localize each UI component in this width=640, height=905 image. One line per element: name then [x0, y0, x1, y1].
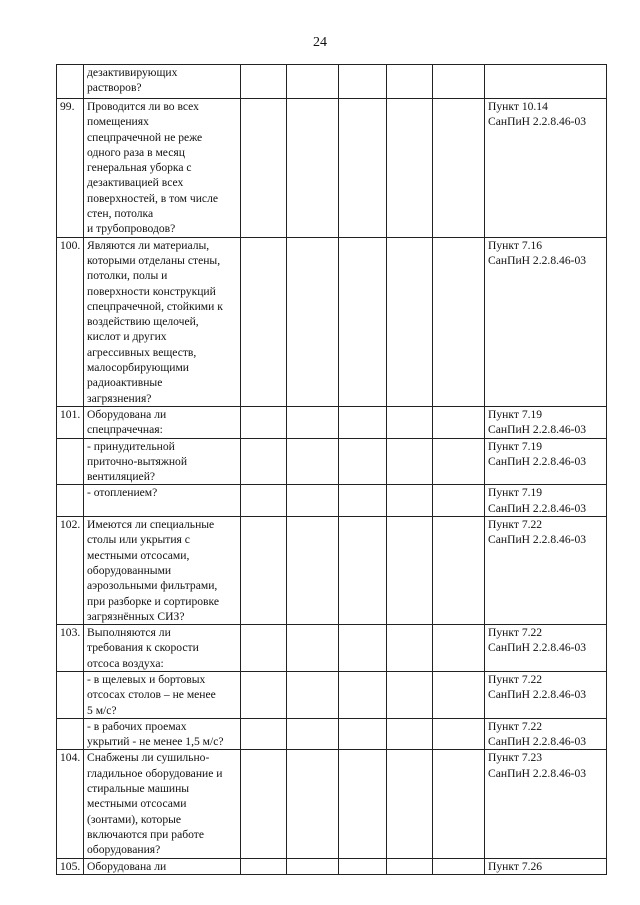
reference-cell — [485, 406, 607, 438]
reference-line: Пункт 7.22 — [488, 518, 543, 532]
reference-cell — [485, 858, 607, 874]
reference-line: Пункт 7.19 — [488, 407, 543, 421]
question-line: дезактивирующих — [87, 66, 178, 79]
question-line: спецпрачечной не реже — [87, 130, 203, 144]
answer-cell — [433, 625, 485, 672]
reference-line: СанПиН 2.2.8.46-03 — [488, 115, 587, 129]
question-line: потолки, полы и — [87, 269, 168, 283]
answer-cell — [287, 485, 339, 517]
answer-cell — [339, 858, 387, 874]
question-line: аэрозольными фильтрами, — [87, 579, 218, 593]
answer-cell — [339, 485, 387, 517]
answer-cell — [339, 671, 387, 718]
question-line: Являются ли материалы, — [87, 238, 210, 252]
reference-line: Пункт 7.26 — [488, 859, 543, 873]
reference-line: Пункт 7.22 — [488, 719, 543, 733]
answer-cell — [433, 65, 485, 99]
question-line: при разборке и сортировке — [87, 594, 220, 608]
question-line: включаются при работе — [87, 827, 204, 841]
question-line: Выполняются ли — [87, 626, 171, 640]
question-line: одного раза в месяц — [87, 145, 185, 159]
answer-cell — [241, 718, 287, 750]
answer-cell — [241, 65, 287, 99]
question-line: кислот и других — [87, 330, 167, 344]
reference-line: СанПиН 2.2.8.46-03 — [488, 641, 587, 655]
checklist-row — [57, 406, 607, 438]
question-line: стен, потолка — [87, 207, 154, 221]
reference-cell — [485, 438, 607, 485]
item-number — [57, 485, 84, 517]
reference-cell — [485, 99, 607, 238]
question-line: Оборудована ли — [87, 859, 167, 873]
item-number: 99. — [57, 99, 84, 238]
answer-cell — [241, 438, 287, 485]
answer-cell — [287, 406, 339, 438]
question-cell — [84, 625, 241, 672]
item-number: 104. — [57, 750, 84, 858]
answer-cell — [241, 237, 287, 406]
reference-line: СанПиН 2.2.8.46-03 — [488, 423, 587, 437]
answer-cell — [433, 517, 485, 625]
checklist-row — [57, 237, 607, 406]
answer-cell — [433, 858, 485, 874]
answer-cell — [287, 718, 339, 750]
reference-line: СанПиН 2.2.8.46-03 — [488, 533, 587, 547]
reference-line: Пункт 7.16 — [488, 238, 543, 252]
checklist-row — [57, 438, 607, 485]
answer-cell — [241, 671, 287, 718]
answer-cell — [433, 99, 485, 238]
question-line: Оборудована ли — [87, 407, 167, 421]
item-number: 101. — [57, 406, 84, 438]
item-number: 100. — [57, 237, 84, 406]
checklist-row — [57, 671, 607, 718]
question-line: спецпрачечной, стойкими к — [87, 299, 223, 313]
question-line: помещениях — [87, 115, 149, 129]
reference-cell — [485, 237, 607, 406]
answer-cell — [387, 750, 433, 858]
question-line: требования к скорости — [87, 641, 199, 655]
answer-cell — [287, 625, 339, 672]
reference-line: Пункт 7.19 — [488, 439, 543, 453]
answer-cell — [287, 65, 339, 99]
question-cell — [84, 671, 241, 718]
question-line: - принудительной — [87, 439, 175, 453]
reference-cell — [485, 65, 607, 99]
checklist-row — [57, 517, 607, 625]
answer-cell — [339, 517, 387, 625]
question-line: приточно-вытяжной — [87, 454, 188, 468]
answer-cell — [387, 485, 433, 517]
question-line: дезактивацией всех — [87, 176, 184, 190]
answer-cell — [339, 65, 387, 99]
question-cell — [84, 237, 241, 406]
answer-cell — [287, 438, 339, 485]
reference-cell — [485, 718, 607, 750]
item-number: 105. — [57, 858, 84, 874]
answer-cell — [433, 485, 485, 517]
item-number — [57, 438, 84, 485]
question-line: - в щелевых и бортовых — [87, 672, 206, 686]
question-cell — [84, 438, 241, 485]
question-line: гладильное оборудование и — [87, 766, 223, 780]
checklist-row — [57, 718, 607, 750]
answer-cell — [287, 671, 339, 718]
question-line: и трубопроводов? — [87, 222, 176, 236]
question-line: оборудования? — [87, 843, 161, 857]
reference-cell — [485, 750, 607, 858]
answer-cell — [339, 99, 387, 238]
question-cell — [84, 517, 241, 625]
reference-line: СанПиН 2.2.8.46-03 — [488, 501, 587, 515]
question-line: загрязнённых СИЗ? — [87, 609, 185, 623]
question-line: стиральные машины — [87, 782, 190, 796]
page-number: 24 — [313, 35, 327, 50]
question-cell — [84, 718, 241, 750]
answer-cell — [387, 237, 433, 406]
question-line: Имеются ли специальные — [87, 518, 215, 532]
answer-cell — [387, 517, 433, 625]
checklist-row — [57, 858, 607, 874]
reference-line: СанПиН 2.2.8.46-03 — [488, 766, 587, 780]
question-line: 5 м/с? — [87, 703, 117, 717]
answer-cell — [339, 237, 387, 406]
answer-cell — [287, 858, 339, 874]
answer-cell — [433, 406, 485, 438]
reference-line: Пункт 7.23 — [488, 751, 543, 765]
question-line: отсоса воздуха: — [87, 656, 164, 670]
question-line: местными отсосами — [87, 797, 187, 811]
answer-cell — [287, 99, 339, 238]
answer-cell — [339, 625, 387, 672]
answer-cell — [339, 750, 387, 858]
question-cell — [84, 99, 241, 238]
question-line: (зонтами), которые — [87, 812, 182, 826]
question-line: агрессивных веществ, — [87, 345, 197, 359]
question-line: загрязнения? — [87, 391, 152, 405]
answer-cell — [339, 438, 387, 485]
question-line: радиоактивные — [87, 376, 163, 390]
reference-cell — [485, 485, 607, 517]
answer-cell — [387, 858, 433, 874]
answer-cell — [241, 406, 287, 438]
question-line: которыми отделаны стены, — [87, 253, 221, 267]
question-cell — [84, 65, 241, 99]
item-number: 102. — [57, 517, 84, 625]
reference-cell — [485, 517, 607, 625]
answer-cell — [387, 65, 433, 99]
checklist-row — [57, 65, 607, 99]
reference-line: Пункт 7.22 — [488, 626, 543, 640]
answer-cell — [387, 99, 433, 238]
reference-line: Пункт 10.14 — [488, 100, 548, 113]
question-cell — [84, 485, 241, 517]
question-line: - отоплением? — [87, 486, 158, 500]
checklist-row — [57, 99, 607, 238]
answer-cell — [433, 750, 485, 858]
question-line: - в рабочих проемах — [87, 719, 187, 733]
item-number — [57, 65, 84, 99]
answer-cell — [387, 406, 433, 438]
answer-cell — [241, 625, 287, 672]
reference-cell — [485, 625, 607, 672]
question-line: укрытий - не менее 1,5 м/с? — [87, 735, 224, 749]
question-line: Проводится ли во всех — [87, 100, 199, 113]
question-cell — [84, 858, 241, 874]
answer-cell — [339, 718, 387, 750]
answer-cell — [241, 485, 287, 517]
answer-cell — [287, 750, 339, 858]
question-line: малосорбирующими — [87, 361, 189, 375]
item-number — [57, 671, 84, 718]
answer-cell — [241, 517, 287, 625]
question-cell — [84, 750, 241, 858]
item-number: 103. — [57, 625, 84, 672]
reference-line: СанПиН 2.2.8.46-03 — [488, 454, 587, 468]
answer-cell — [433, 237, 485, 406]
question-line: растворов? — [87, 81, 142, 95]
answer-cell — [387, 671, 433, 718]
question-line: оборудованными — [87, 563, 172, 577]
answer-cell — [433, 671, 485, 718]
question-line: вентиляцией? — [87, 470, 156, 484]
answer-cell — [339, 406, 387, 438]
question-line: поверхностей, в том числе — [87, 191, 219, 205]
answer-cell — [287, 237, 339, 406]
reference-line: Пункт 7.19 — [488, 486, 543, 500]
answer-cell — [433, 438, 485, 485]
reference-line: Пункт 7.22 — [488, 672, 543, 686]
answer-cell — [387, 718, 433, 750]
question-line: спецпрачечная: — [87, 423, 163, 437]
answer-cell — [241, 99, 287, 238]
answer-cell — [287, 517, 339, 625]
answer-cell — [387, 625, 433, 672]
checklist-row — [57, 485, 607, 517]
checklist-row — [57, 625, 607, 672]
reference-line: СанПиН 2.2.8.46-03 — [488, 253, 587, 267]
reference-line: СанПиН 2.2.8.46-03 — [488, 688, 587, 702]
reference-line: СанПиН 2.2.8.46-03 — [488, 735, 587, 749]
question-line: столы или укрытия с — [87, 533, 190, 547]
question-line: поверхности конструкций — [87, 284, 216, 298]
item-number — [57, 718, 84, 750]
question-line: генеральная уборка с — [87, 161, 192, 175]
checklist-row — [57, 750, 607, 858]
reference-cell — [485, 671, 607, 718]
question-line: Снабжены ли сушильно- — [87, 751, 210, 765]
answer-cell — [241, 750, 287, 858]
answer-cell — [387, 438, 433, 485]
question-line: местными отсосами, — [87, 548, 190, 562]
answer-cell — [433, 718, 485, 750]
question-line: воздействию щелочей, — [87, 315, 199, 329]
answer-cell — [241, 858, 287, 874]
question-line: отсосах столов – не менее — [87, 688, 216, 702]
checklist-table — [56, 64, 607, 875]
question-cell — [84, 406, 241, 438]
